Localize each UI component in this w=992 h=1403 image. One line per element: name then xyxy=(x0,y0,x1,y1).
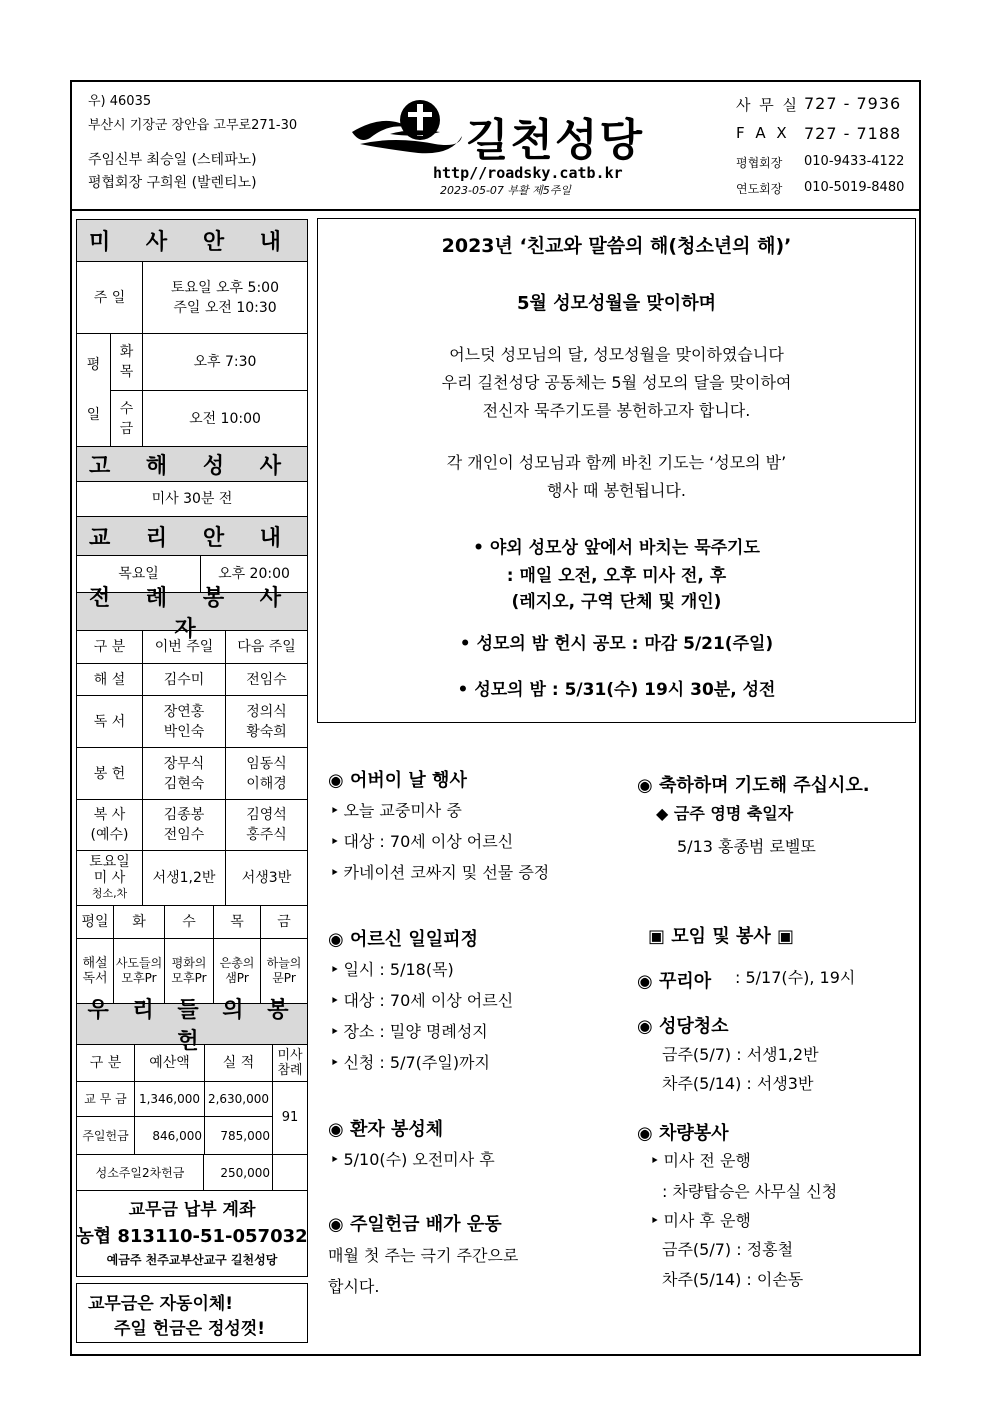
weekday-label-1: 평 xyxy=(86,357,101,373)
header-divider xyxy=(70,209,921,211)
role-line: 미 사 xyxy=(93,870,126,886)
server-name: 정의식 xyxy=(246,703,287,720)
offering-header-actual: 실 적 xyxy=(204,1044,273,1082)
sunday-time-1: 토요일 오후 5:00 xyxy=(171,279,279,296)
car-service-item: ‣ 미사 후 운행 xyxy=(650,1206,751,1236)
notice-title: 2023년 ‘친교와 말씀의 해(청소년의 해)’ xyxy=(441,235,792,257)
fri-label: 금 xyxy=(119,420,134,437)
servers-row-role: 독 서 xyxy=(76,695,143,748)
sunday-label: 주 일 xyxy=(76,261,143,334)
website-url[interactable]: http//roadsky.catb.kr xyxy=(433,164,623,182)
news-offering-drive-title: ◉ 주일헌금 배가 운동 xyxy=(328,1214,502,1235)
value-line: 모후Pr xyxy=(121,971,157,985)
date-line: 2023-05-07 부활 제5주일 xyxy=(440,184,572,197)
server-name: 박인숙 xyxy=(163,723,205,740)
offering-row-budget: 1,346,000 xyxy=(134,1081,205,1117)
role-line: 토요일 xyxy=(89,854,130,870)
weekday-header: 화 xyxy=(113,905,165,939)
news-offering-drive-text: 매월 첫 주는 극기 주간으로 xyxy=(328,1246,519,1265)
news-retreat-item: ‣ 대상 : 70세 이상 어르신 xyxy=(330,986,513,1016)
car-service-note: : 차량탑승은 사무실 신청 xyxy=(662,1182,838,1201)
server-name: 장연홍 xyxy=(163,703,205,720)
news-parents-day-item: ‣ 오늘 교중미사 중 xyxy=(330,796,462,826)
server-name: 김종봉 xyxy=(163,807,205,823)
account-holder: 예금주 천주교부산교구 길천성당 xyxy=(106,1253,278,1267)
news-communion-item: ‣ 5/10(수) 오전미사 후 xyxy=(330,1145,495,1175)
servers-row-next: 서생3반 xyxy=(225,850,308,906)
account-number: 농협 813110-51-057032 xyxy=(76,1226,308,1247)
yeondo-label: 연도회장 xyxy=(736,182,783,196)
weekday-label-2: 일 xyxy=(86,407,101,423)
notice-bullet1-line3: (레지오, 구역 단체 및 개인) xyxy=(511,592,722,612)
servers-row-role: 봉 헌 xyxy=(76,747,143,800)
role-line: 복 사 xyxy=(93,807,126,823)
weekday-label xyxy=(76,333,111,447)
server-name: 이해경 xyxy=(246,775,287,792)
notice-bullet1-line1: • 야외 성모상 앞에서 바치는 묵주기도 xyxy=(473,538,760,558)
account-title: 교무금 납부 계좌 xyxy=(128,1200,256,1220)
server-name: 임동식 xyxy=(246,755,287,772)
offering-row-label: 교 무 금 xyxy=(76,1081,135,1117)
postal-code: 우) 46035 xyxy=(88,94,152,109)
notice-bullet2: • 성모의 밤 헌시 공모 : 마감 5/21(주일) xyxy=(459,634,774,654)
notice-p1-line1: 어느덧 성모님의 달, 성모성월을 맞이하였습니다 xyxy=(449,345,784,364)
cleaning-item: 금주(5/7) : 서생1,2반 xyxy=(662,1045,819,1064)
curia-value: : 5/17(수), 19시 xyxy=(735,968,856,987)
council-president: 평협회장 구희원 (발렌티노) xyxy=(88,175,257,191)
office-label: 사 무 실 xyxy=(736,96,800,114)
notice-bullet3: • 성모의 밤 : 5/31(수) 19시 30분, 성전 xyxy=(457,680,776,700)
car-service-row: 차주(5/14) : 이손동 xyxy=(662,1270,804,1289)
attendance-count: 91 xyxy=(272,1081,308,1155)
special-offering-value: 250,000 xyxy=(203,1154,273,1191)
value-line: 사도들의 xyxy=(115,956,163,970)
servers-row-next: 전임수 xyxy=(225,663,308,696)
confession-title: 고 해 성 사 xyxy=(76,446,308,482)
mass-title: 미 사 안 내 xyxy=(76,219,308,262)
curia-label: ◉ 꾸리아 xyxy=(637,971,712,992)
car-service-item: ‣ 미사 전 운행 xyxy=(650,1146,751,1176)
servers-row-role xyxy=(76,850,143,906)
servers-header-next: 다음 주일 xyxy=(225,630,308,664)
server-name: 전임수 xyxy=(163,827,205,843)
value-line: 은총의 xyxy=(219,956,255,970)
special-offering-empty xyxy=(272,1154,308,1191)
office-phone: 727 - 7936 xyxy=(804,94,902,113)
offering-header-attendance: 미사참례 xyxy=(272,1044,308,1082)
servers-row-role: 해 설 xyxy=(76,663,143,696)
feast-item: 5/13 홍종범 로벨또 xyxy=(677,837,816,856)
confession-text: 미사 30분 전 xyxy=(76,481,308,517)
servers-row-this: 김수미 xyxy=(142,663,226,696)
offering-row-budget: 846,000 xyxy=(134,1116,205,1155)
servers-row-this: 서생1,2반 xyxy=(142,850,226,906)
wed-fri-time: 오전 10:00 xyxy=(142,390,308,447)
sunday-time-2: 주일 오전 10:30 xyxy=(173,299,277,316)
notice-p1-line3: 전신자 묵주기도를 봉헌하고자 합니다. xyxy=(482,401,751,420)
servers-row-next xyxy=(225,695,308,748)
yeondo-phone: 010-5019-8480 xyxy=(804,180,905,195)
offering-row-actual: 785,000 xyxy=(204,1116,273,1155)
offering-title: 우 리 들 의 봉 헌 xyxy=(76,1003,308,1045)
role-line: 청소,차 xyxy=(91,887,128,900)
cleaning-item: 차주(5/14) : 서생3반 xyxy=(662,1074,814,1093)
news-parents-day-title: ◉ 어버이 날 행사 xyxy=(328,770,467,791)
news-parents-day-item: ‣ 카네이션 코싸지 및 선물 증정 xyxy=(330,858,549,888)
special-offering-label: 성소주일2차헌금 xyxy=(76,1154,204,1191)
servers-row-role xyxy=(76,799,143,851)
notice-bullet1-line2: : 매일 오전, 오후 미사 전, 후 xyxy=(506,566,727,586)
car-service-title: ◉ 차량봉사 xyxy=(637,1123,729,1144)
server-name: 김영석 xyxy=(246,807,287,823)
address: 부산시 기장군 장안읍 고무로271-30 xyxy=(88,118,298,133)
news-retreat-item: ‣ 일시 : 5/18(목) xyxy=(330,955,454,985)
tue-label: 화 xyxy=(119,344,134,360)
server-name: 김현숙 xyxy=(163,775,205,792)
feast-title: ◆ 금주 영명 축일자 xyxy=(656,804,794,823)
catechism-day: 목요일 xyxy=(76,555,201,593)
tue-thu-time: 오후 7:30 xyxy=(142,333,308,391)
servers-header-this: 이번 주일 xyxy=(142,630,226,664)
cleaning-title: ◉ 성당청소 xyxy=(637,1016,729,1037)
council-label: 평협회장 xyxy=(736,156,783,170)
offering-row-actual: 2,630,000 xyxy=(204,1081,273,1117)
news-retreat-title: ◉ 어르신 일일피정 xyxy=(328,929,478,950)
role-line: 독서 xyxy=(82,971,108,986)
offering-header-label: 구 분 xyxy=(76,1044,135,1082)
role-line: 해설 xyxy=(82,956,108,971)
news-offering-drive-text: 합시다. xyxy=(328,1277,380,1296)
wed-fri-label xyxy=(110,390,143,447)
news-parents-day-item: ‣ 대상 : 70세 이상 어르신 xyxy=(330,827,513,857)
servers-row-this xyxy=(142,695,226,748)
church-name: 길천성당 xyxy=(466,115,645,166)
tue-thu-label xyxy=(110,333,143,391)
servers-row-next xyxy=(225,799,308,851)
value-line: 샘Pr xyxy=(225,971,249,985)
slogan-2: 주일 헌금은 정성껏! xyxy=(114,1319,265,1339)
servers-row-this xyxy=(142,799,226,851)
council-phone: 010-9433-4122 xyxy=(804,154,905,169)
notice-subtitle: 5월 성모성월을 맞이하며 xyxy=(517,293,716,314)
slogan-1: 교무금은 자동이체! xyxy=(88,1294,234,1314)
server-name: 장무식 xyxy=(163,755,205,772)
servers-header-role: 구 분 xyxy=(76,630,143,664)
sunday-times xyxy=(142,261,308,334)
wed-label: 수 xyxy=(119,400,134,417)
value-line: 평화의 xyxy=(171,956,207,970)
catechism-title: 교 리 안 내 xyxy=(76,516,308,556)
news-retreat-item: ‣ 신청 : 5/7(주일)까지 xyxy=(330,1048,490,1078)
pray-title: ◉ 축하하며 기도해 주십시오. xyxy=(637,775,870,796)
notice-p2-line2: 행사 때 봉헌됩니다. xyxy=(547,481,686,500)
notice-p2-line1: 각 개인이 성모님과 함께 바친 기도는 ‘성모의 밤’ xyxy=(446,453,787,472)
servers-row-next xyxy=(225,747,308,800)
servers-row-this xyxy=(142,747,226,800)
value-line: 문Pr xyxy=(272,971,296,985)
fax-label: F A X xyxy=(736,124,790,142)
car-service-row: 금주(5/7) : 정홍철 xyxy=(662,1240,794,1259)
notice-p1-line2: 우리 길천성당 공동체는 5월 성모의 달을 맞이하여 xyxy=(441,373,792,392)
fax-number: 727 - 7188 xyxy=(804,124,902,143)
value-line: 모후Pr xyxy=(171,971,207,985)
role-line: (예수) xyxy=(90,827,129,843)
weekday-header: 수 xyxy=(164,905,214,939)
news-communion-title: ◉ 환자 봉성체 xyxy=(328,1119,444,1140)
offering-row-label: 주일헌금 xyxy=(76,1116,135,1155)
value-line: 하늘의 xyxy=(266,956,302,970)
church-logo-icon xyxy=(350,92,465,164)
news-retreat-item: ‣ 장소 : 밀양 명례성지 xyxy=(330,1017,488,1047)
catechism-time: 오후 20:00 xyxy=(200,555,308,593)
weekday-header: 목 xyxy=(213,905,261,939)
server-name: 황숙희 xyxy=(246,723,287,740)
offering-header-budget: 예산액 xyxy=(134,1044,205,1082)
weekday-header: 평일 xyxy=(76,905,114,939)
group-title: ▣ 모임 및 봉사 ▣ xyxy=(648,926,795,947)
weekday-header: 금 xyxy=(260,905,308,939)
server-name: 홍주식 xyxy=(246,827,287,843)
notice-box xyxy=(317,218,916,723)
priest: 주임신부 최승일 (스테파노) xyxy=(88,152,257,168)
servers-title: 전 례 봉 사 자 xyxy=(76,592,308,631)
thu-label: 목 xyxy=(119,364,134,380)
